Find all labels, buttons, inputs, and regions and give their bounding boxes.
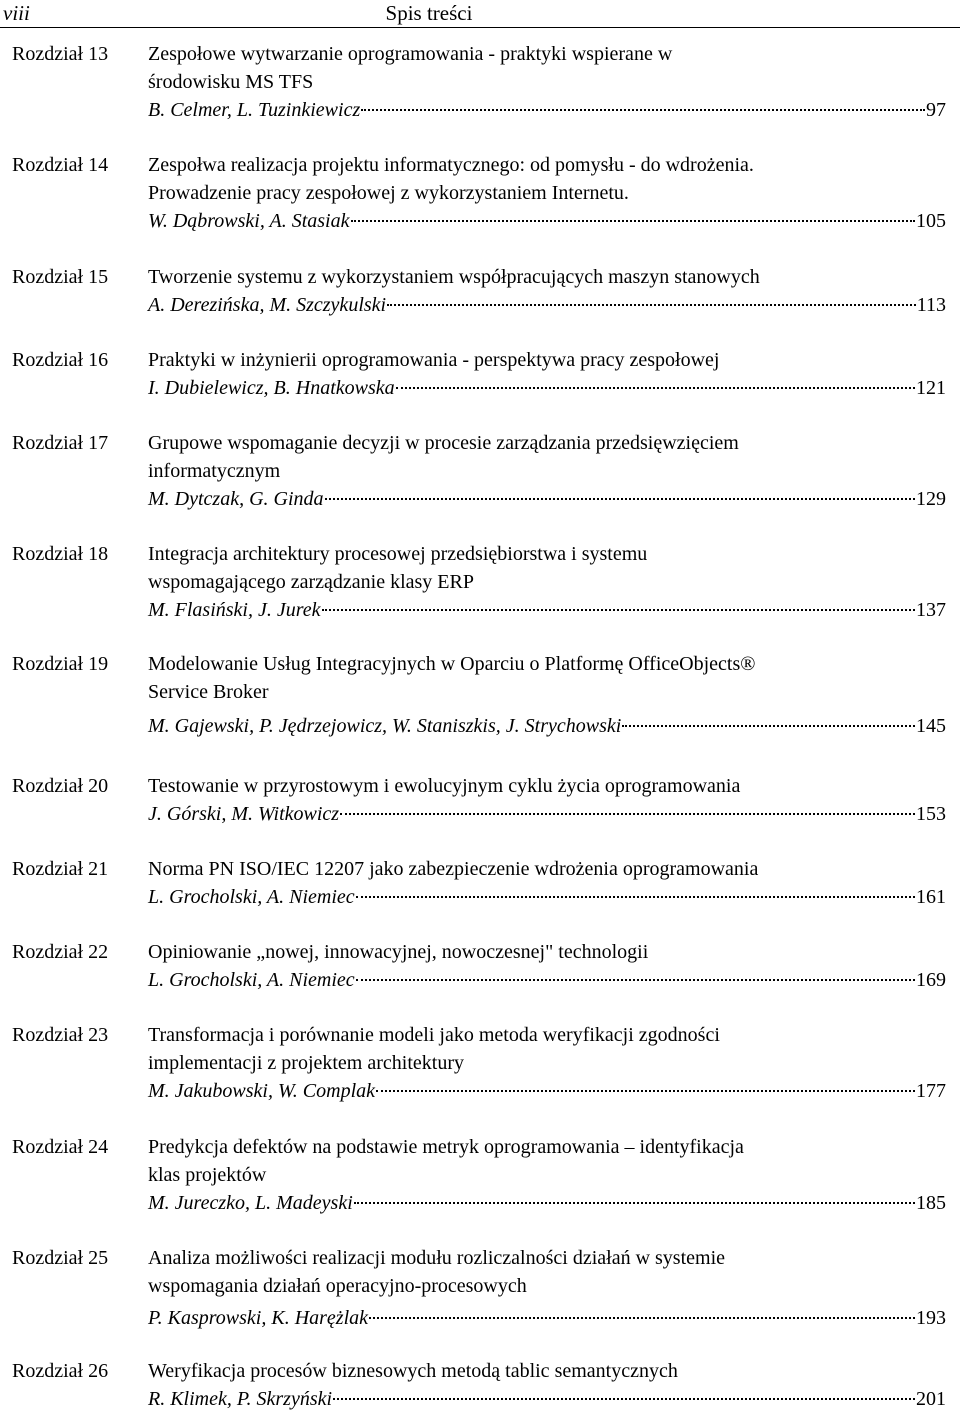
- dot-leader: [361, 109, 925, 111]
- chapter-content: [148, 346, 948, 402]
- chapter-page-number: 193: [916, 1307, 946, 1329]
- chapter-authors: L. Grocholski, A. Niemiec: [148, 969, 355, 991]
- chapter-content: [148, 1244, 948, 1332]
- chapter-title-line: informatycznym: [148, 460, 281, 482]
- page-number: viii: [3, 1, 30, 25]
- chapter-authors: M. Jureczko, L. Madeyski: [148, 1192, 353, 1214]
- chapter-title-line: Modelowanie Usług Integracyjnych w Oparciu o Platformę OfficeObjects®: [148, 653, 756, 675]
- chapter-authors: M. Dytczak, G. Ginda: [148, 488, 324, 510]
- chapter-label: Rozdział 20: [12, 775, 109, 797]
- chapter-title-line: wspomagającego zarządzanie klasy ERP: [148, 571, 474, 593]
- author-line: [148, 374, 946, 402]
- chapter-title-line: Service Broker: [148, 681, 269, 703]
- author-line: [148, 1385, 946, 1413]
- author-line: [148, 883, 946, 911]
- chapter-title-line: Grupowe wspomaganie decyzji w procesie zarządzania przedsięwzięciem: [148, 432, 739, 454]
- chapter-content: [148, 40, 948, 124]
- chapter-label: Rozdział 19: [12, 653, 109, 675]
- chapter-authors: R. Klimek, P. Skrzyński: [148, 1388, 333, 1410]
- chapter-content: [148, 855, 948, 911]
- running-title: Spis treści: [385, 1, 473, 25]
- chapter-content: [148, 938, 948, 994]
- chapter-title-line: Tworzenie systemu z wykorzystaniem współpracujących maszyn stanowych: [148, 266, 760, 288]
- chapter-page-number: 97: [926, 99, 946, 121]
- chapter-label: Rozdział 15: [12, 266, 109, 288]
- chapter-label: Rozdział 13: [12, 43, 109, 65]
- chapter-title-line: Norma PN ISO/IEC 12207 jako zabezpieczenie wdrożenia oprogramowania: [148, 858, 759, 880]
- author-line: [148, 800, 946, 828]
- dot-leader: [340, 813, 915, 815]
- chapter-label: Rozdział 16: [12, 349, 109, 371]
- chapter-label: Rozdział 14: [12, 154, 109, 176]
- chapter-content: [148, 1357, 948, 1413]
- chapter-authors: M. Gajewski, P. Jędrzejowicz, W. Staniszkis, J. Strychowski: [148, 715, 622, 737]
- author-line: [148, 485, 946, 513]
- dot-leader: [369, 1317, 915, 1319]
- chapter-page-number: 137: [916, 599, 946, 621]
- header-rule: [0, 27, 960, 28]
- chapter-content: [148, 263, 948, 319]
- chapter-page-number: 105: [916, 210, 946, 232]
- chapter-authors: L. Grocholski, A. Niemiec: [148, 886, 355, 908]
- author-line: [148, 1304, 946, 1332]
- chapter-title-line: Prowadzenie pracy zespołowej z wykorzystaniem Internetu.: [148, 182, 629, 204]
- chapter-page-number: 129: [916, 488, 946, 510]
- dot-leader: [356, 896, 915, 898]
- author-line: [148, 596, 946, 624]
- chapter-label: Rozdział 26: [12, 1360, 109, 1382]
- author-line: [148, 966, 946, 994]
- chapter-title-line: Transformacja i porównanie modeli jako metoda weryfikacji zgodności: [148, 1024, 720, 1046]
- chapter-page-number: 145: [916, 715, 946, 737]
- chapter-content: [148, 540, 948, 624]
- chapter-content: [148, 1021, 948, 1105]
- chapter-content: [148, 1133, 948, 1217]
- chapter-page-number: 169: [916, 969, 946, 991]
- chapter-authors: A. Derezińska, M. Szczykulski: [148, 294, 387, 316]
- chapter-authors: J. Górski, M. Witkowicz: [148, 803, 340, 825]
- chapter-label: Rozdział 24: [12, 1136, 109, 1158]
- chapter-authors: M. Flasiński, J. Jurek: [148, 599, 321, 621]
- chapter-title-line: Testowanie w przyrostowym i ewolucyjnym cyklu życia oprogramowania: [148, 775, 741, 797]
- chapter-label: Rozdział 18: [12, 543, 109, 565]
- chapter-page-number: 121: [916, 377, 946, 399]
- dot-leader: [356, 979, 915, 981]
- chapter-page-number: 161: [916, 886, 946, 908]
- dot-leader: [354, 1202, 915, 1204]
- chapter-title-line: Weryfikacja procesów biznesowych metodą tablic semantycznych: [148, 1360, 678, 1382]
- page-header: [0, 0, 960, 30]
- author-line: [148, 96, 946, 124]
- chapter-label: Rozdział 23: [12, 1024, 109, 1046]
- chapter-authors: I. Dubielewicz, B. Hnatkowska: [148, 377, 395, 399]
- chapter-title-line: środowisku MS TFS: [148, 71, 314, 93]
- chapter-title-line: implementacji z projektem architektury: [148, 1052, 464, 1074]
- chapter-title-line: klas projektów: [148, 1164, 267, 1186]
- dot-leader: [622, 725, 915, 727]
- chapter-content: [148, 772, 948, 828]
- chapter-label: Rozdział 25: [12, 1247, 109, 1269]
- dot-leader: [351, 220, 916, 222]
- chapter-content: [148, 151, 948, 235]
- author-line: [148, 1077, 946, 1105]
- author-line: [148, 291, 946, 319]
- chapter-content: [148, 650, 948, 740]
- author-line: [148, 712, 946, 740]
- dot-leader: [396, 387, 915, 389]
- chapter-page-number: 177: [916, 1080, 946, 1102]
- dot-leader: [333, 1398, 915, 1400]
- chapter-title-line: Predykcja defektów na podstawie metryk oprogramowania – identyfikacja: [148, 1136, 744, 1158]
- author-line: [148, 207, 946, 235]
- chapter-title-line: Zespołwa realizacja projektu informatycznego: od pomysłu - do wdrożenia.: [148, 154, 754, 176]
- chapter-page-number: 201: [916, 1388, 946, 1410]
- chapter-page-number: 153: [916, 803, 946, 825]
- chapter-title-line: wspomagania działań operacyjno-procesowych: [148, 1275, 527, 1297]
- chapter-title-line: Zespołowe wytwarzanie oprogramowania - praktyki wspierane w: [148, 43, 673, 65]
- chapter-authors: P. Kasprowski, K. Harężlak: [148, 1307, 369, 1329]
- chapter-page-number: 113: [916, 294, 946, 316]
- dot-leader: [376, 1090, 915, 1092]
- chapter-title-line: Opiniowanie „nowej, innowacyjnej, nowoczesnej" technologii: [148, 941, 649, 963]
- chapter-authors: M. Jakubowski, W. Complak: [148, 1080, 376, 1102]
- author-line: [148, 1189, 946, 1217]
- chapter-title-line: Praktyki w inżynierii oprogramowania - perspektywa pracy zespołowej: [148, 349, 720, 371]
- chapter-authors: B. Celmer, L. Tuzinkiewicz: [148, 99, 361, 121]
- chapter-label: Rozdział 22: [12, 941, 109, 963]
- dot-leader: [387, 304, 916, 306]
- chapter-content: [148, 429, 948, 513]
- dot-leader: [325, 498, 915, 500]
- chapter-page-number: 185: [916, 1192, 946, 1214]
- chapter-title-line: Integracja architektury procesowej przedsiębiorstwa i systemu: [148, 543, 648, 565]
- chapter-label: Rozdział 17: [12, 432, 109, 454]
- chapter-authors: W. Dąbrowski, A. Stasiak: [148, 210, 350, 232]
- dot-leader: [322, 609, 915, 611]
- chapter-title-line: Analiza możliwości realizacji modułu rozliczalności działań w systemie: [148, 1247, 726, 1269]
- chapter-label: Rozdział 21: [12, 858, 109, 880]
